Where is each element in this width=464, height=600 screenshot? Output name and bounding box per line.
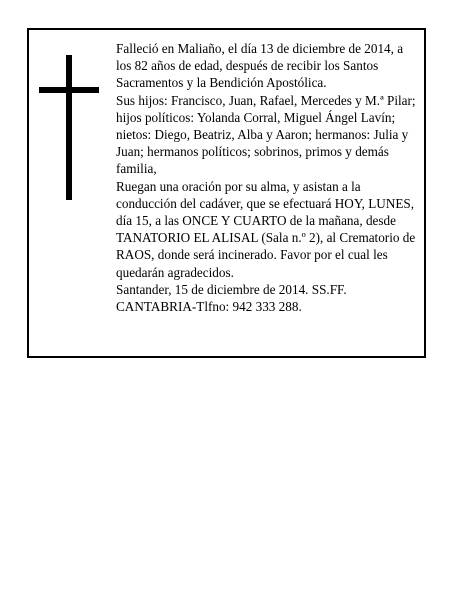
funeral-home-phone: CANTABRIA-Tlfno: 942 333 288.: [116, 299, 302, 315]
cross-vertical-bar: [66, 55, 72, 200]
funeral-details: Ruegan una oración por su alma, y asistan a la conducción del cadáver, que se efectuará HOY, LUNES, día 15, a las ONCE Y CUARTO de la mañana, desde TANATORIO EL ALISAL (Sala n.º 2), al Crematorio de RAOS, donde será incinerado. Favor por el cual les quedarán agradecidos.: [116, 178, 416, 280]
place-date: Santander, 15 de diciembre de 2014. SS.FF.: [116, 281, 347, 297]
obituary-notice: [27, 28, 426, 358]
notice-text: [116, 40, 420, 315]
cross-icon: [39, 55, 99, 200]
family-list: Sus hijos: Francisco, Juan, Rafael, Mercedes y M.ª Pilar; hijos políticos: Yolanda Corral, Miguel Ángel Lavín; nietos: Diego, Beatriz, Alba y Aaron; hermanos: Julia y Juan; hermanos políticos; sobrinos, primos y demás familia,: [116, 92, 416, 177]
cross-horizontal-bar: [39, 87, 99, 93]
death-announcement: Falleció en Maliaño, el día 13 de diciembre de 2014, a los 82 años de edad, después de recibir los Santos Sacramentos y la Bendición Apostólica.: [116, 41, 404, 91]
